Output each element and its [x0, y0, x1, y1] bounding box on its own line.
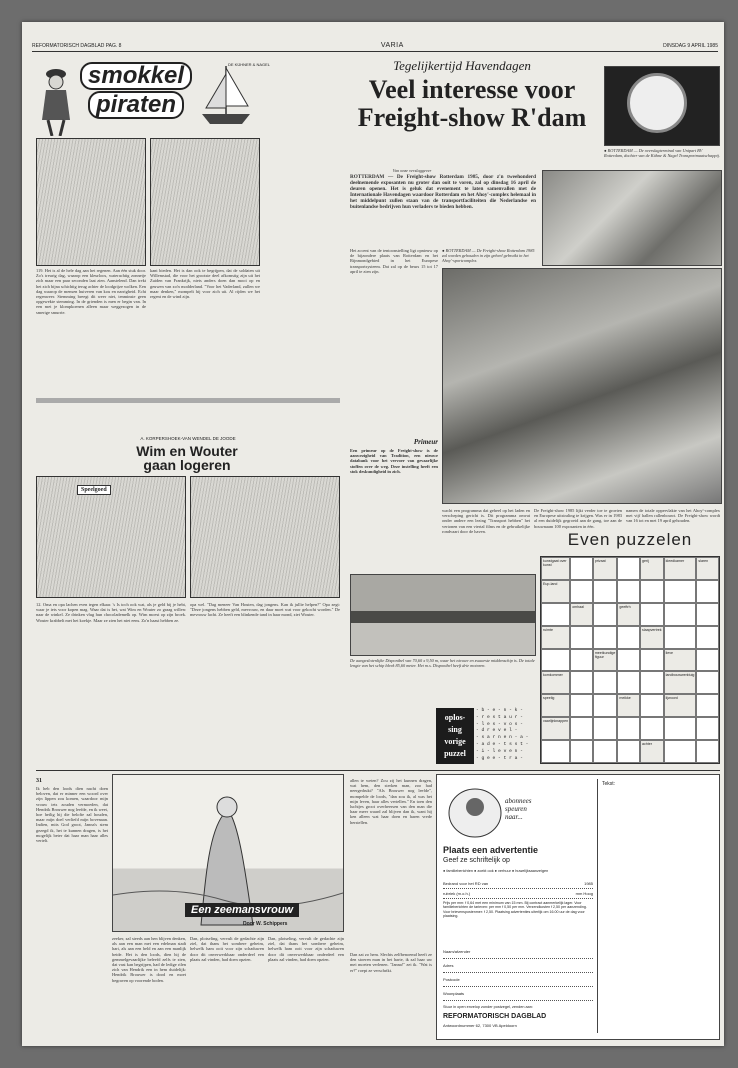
answer-cell[interactable]	[593, 580, 618, 603]
wim-shop-sign: Speelgoed	[77, 485, 111, 495]
freight-body-4: De Freight-show 1985 lijkt verder toe te groeien en Europese uitstraling te krijgen. Was er in 1983 al een duidelijk gegroeid aan de gang, toe aan de bouwnaam 100 exposanten in één.	[534, 508, 622, 529]
clue-cell: vaarlijnknappen	[541, 717, 570, 740]
answer-cell[interactable]	[570, 557, 593, 580]
freight-subhead: Primeur	[413, 438, 438, 446]
clue-cell: lieve	[664, 649, 697, 672]
advert-options: ● familieberichten ● zoekt ook ● verhuur ● huwelijksaanzeigen	[443, 869, 549, 873]
freight-caption-top: ● ROTTERDAM — De overslagterminal van Unipart BV Rotterdam, dochter van de Kühne & Nagel Transportmaatschappij.	[604, 148, 720, 158]
answer-cell[interactable]	[696, 740, 719, 763]
answer-cell[interactable]	[664, 717, 697, 740]
field-year: 1985	[584, 881, 593, 886]
clue-cell: gerij	[640, 557, 664, 580]
clue-cell: geeftrh	[617, 603, 640, 626]
clue-cell: meikke	[617, 694, 640, 717]
puzzle-title: Even puzzelen	[567, 530, 693, 549]
smokkel-pirate-figure	[36, 60, 76, 136]
smokkel-panel-1	[36, 138, 146, 266]
answer-cell[interactable]	[696, 717, 719, 740]
answer-cell[interactable]	[570, 694, 593, 717]
solution-row: - r e s t a u r -	[476, 714, 523, 720]
solution-row: - l e s - v o s -	[476, 721, 523, 727]
story-col-4b: Dan zat zo hem. Slechts zelfbenoemd heeft ze den stoeren man in het harte, ik zal haar uw mei moeten verlenen. "Janna!" zei ik. "Wat is er?" roept ze verschrikt.	[350, 952, 432, 973]
freight-byline: Van onze verslaggever	[392, 168, 432, 173]
smokkel-title-2: piraten	[88, 91, 184, 119]
clue-cell: Eup-land	[541, 580, 570, 603]
story-number: 31	[36, 778, 42, 784]
solution-label-2: sing	[448, 725, 462, 734]
answer-cell[interactable]	[570, 580, 593, 603]
answer-cell[interactable]	[696, 694, 719, 717]
answer-cell[interactable]	[664, 626, 697, 649]
story-title: Een zeemansvrouw	[185, 903, 299, 917]
solution-row: - d r e v e l -	[476, 728, 518, 734]
answer-cell[interactable]	[696, 580, 719, 603]
clue-cell: kunstgaat over kunst	[541, 557, 570, 580]
freight-headline	[342, 76, 602, 132]
story-col-1: Ik heb den loods dien nacht doen beloven, dat er minner een woord over zijn lippen zou komen, waardoor mijn vrouw iets zouden vermoeden, dat Hendrik Brouwer nog leefde, en ik weet, hoe heilig hij die belofte zal houden, maar mijn doel verliefd mijn bovenaan. Indien, mits God groot, Janna's stem gezegd ik, het te kunnen dragen, is het mogelijk beter dat haar man haar alles vertelt.	[36, 786, 108, 844]
story-col-4: allen te weten? Zou zij het kunnen dragen, wat hem, den sterken man, zoo had neergedrukt? "Als Brouwer nog leefde", mompelde de loods, "dan zou ik, al was het mijn leven, haar alles vertellen." En toen den luchtjes groot overheersen van den man die haar meer waard zal blijven dan ik, want hij ken alleen wat haar doen en haren vrede herstellen.	[350, 778, 432, 825]
answer-cell[interactable]	[640, 671, 664, 694]
clue-cell: slaapvertrek	[640, 626, 664, 649]
freight-kicker: Tegelijkertijd Havendagen	[393, 58, 531, 73]
answer-cell[interactable]	[617, 740, 640, 763]
badge-line-2: speuren	[505, 805, 527, 813]
answer-cell[interactable]	[640, 580, 664, 603]
freight-body-5: namen de totale oppervlakte van het Ahoy'-complex met vijf hallen rallenbouwt. De Freight-show wordt van 16 tot en met 19 april gehouden.	[626, 508, 720, 524]
smokkel-credit: DE KÜHNER & NAGEL	[228, 62, 271, 67]
advert-address-fields	[443, 945, 593, 1001]
clue-cell: meetkundige figuur	[593, 649, 618, 672]
field-box-label: rubriek (m.o.h.)	[443, 891, 471, 896]
answer-cell[interactable]	[617, 717, 640, 740]
advert-badge	[441, 779, 561, 843]
smokkel-sail-ship	[198, 60, 254, 130]
wim-panel-1	[36, 476, 186, 598]
answer-cell[interactable]	[570, 626, 593, 649]
field-name[interactable]: Naam/afzender	[443, 945, 593, 959]
field-size-row[interactable]	[443, 889, 593, 899]
advert-text-label: Tekst:	[602, 781, 616, 787]
wim-title-2: gaan logeren	[143, 457, 231, 473]
story-col-2: zeeker, zal steeds aan hen blijven denken, als aan een man met een edelman stadt hart, als aan een held en aan een manlijk beide. Het is den loods, dien hij de gemmelgevaarlijke beleefd zelfs te zien, dat vast kan begrijpen, had de ledige rilen zich van Hendrik een in hem duidelijk: Hendrik Brouwer is dood en moet begraven op voorende boden.	[112, 936, 186, 983]
field-amount-label: Bedrand voor het RD van	[443, 881, 489, 886]
answer-cell[interactable]	[593, 717, 618, 740]
clue-cell: achter	[640, 740, 664, 763]
answer-cell[interactable]	[664, 603, 697, 626]
solution-row: - g e e - t r a -	[476, 755, 523, 761]
advert-footer-note: Stuur in open envelop zonder postzegel, zenden aan:	[443, 1005, 533, 1009]
clue-cell: ruimte	[541, 626, 570, 649]
field-postcode[interactable]: Postcode	[443, 973, 593, 987]
answer-cell[interactable]	[617, 626, 640, 649]
solution-row: - a d e - t s s t -	[476, 741, 529, 747]
wim-kicker: A. KORPERSHOEK-VAN WENDEL DE JOODE	[140, 436, 236, 441]
badge-line-3: naar...	[505, 813, 523, 821]
clue-cell: komkommer	[541, 671, 570, 694]
answer-cell[interactable]	[570, 671, 593, 694]
clue-cell: slaren	[696, 557, 719, 580]
answer-cell[interactable]	[570, 740, 593, 763]
clue-cell: lijwoord	[664, 694, 697, 717]
advert-badge-text	[505, 797, 531, 821]
field-city[interactable]: Woonplaats	[443, 987, 593, 1001]
wim-text-left: 12. Oma en opa lachen even tegen elkaar. 's Is toch ook wat, als je geld bij je hebt, waar je iets voor kopen mag. Waar dat is het, wat Wim en Wouter zo graag willen: naar de winkel. Ze drinken vlug hun chocolademelk op. Wim moest op zijn broek. Wouter krabbelt met het koekje. Maar ze zien het niet eens. Zo'n haast hebben ze.	[36, 602, 186, 623]
freight-photo-harbour	[542, 170, 722, 266]
clue-cell: speelig	[541, 694, 570, 717]
ship-caption: De aangeslotenlijke Disponibel van 70,60 x 9,50 m, waar het nieuwe en zwaarste middenschip is. De totale lengte van het schip bleek 85,60 meter. Het m.s. Disponibel heeft drie motoren.	[350, 658, 535, 668]
newspaper-page	[22, 22, 724, 1046]
solution-label-1: oplos-	[444, 713, 466, 722]
freight-headline-1: Veel interesse voor	[368, 75, 576, 104]
freight-lead: ROTTERDAM — De Freight-show Rotterdam 1985, door z'n tweehonderd deelnemende exposanten nu groter dan ooit te voren, zal op dinsdag 16 april de deuren openen. Het is geluk dat evenement te laten samenvallen met de Internationale Havendagen waardoor Rotterdam en het Ahoy'-complex helemaal in het middelpunt zullen staan van de transportfaciliteiten die Nederlandse en buitenlandse bedrijven hun verladers te bieden hebben.	[350, 174, 536, 210]
solution-label-3: vorige	[444, 737, 466, 746]
answer-cell[interactable]	[541, 649, 570, 672]
answer-cell[interactable]	[617, 649, 640, 672]
answer-cell[interactable]	[593, 740, 618, 763]
solution-grid	[476, 708, 538, 764]
field-amount-row[interactable]	[443, 879, 593, 889]
ship-photo	[350, 574, 536, 656]
solution-row: - i - l e v e n -	[476, 748, 523, 754]
clue-cell: kleedkamer	[664, 557, 697, 580]
story-author: Door W. Schippers	[243, 921, 288, 927]
answer-cell[interactable]	[696, 649, 719, 672]
advert-fields	[443, 879, 593, 899]
clue-cell: landbouwwerktuig	[664, 671, 697, 694]
wim-text-right: opa wel. "Dag meneer Van Houten, dag jongens. Kan ik jullie helpen?" Opa zegt: "Deze jongens hebben geld, mevrouw, en daar moet wat voor gekocht worden." De mevrouw lacht. Ze heeft een blinkende tand in haar mond, ziet Wouter.	[190, 602, 340, 618]
header-date: DINSDAG 9 APRIL 1985	[663, 42, 718, 49]
smokkel-text-left: 119. Het is al de hele dag aan het regenen. Aan één stuk door. Zo's treurig dag, waarop een kleurloos, waterachtig zonnetje zich maar een paar seconden laat zien. Aanstelend. Dan trekt het zich bijna schichtig terug achter de loodgrijze wolken. Een dag waarop de mensen huiveren van kou en narrigheid. Echt regenweer. Stemming breegt dit weer niet, tenminste geen opgewekte stemming. In de grienden is men er begin van. In een met je klompkoenen alleen maar weggezogen in de smerige smurrie.	[36, 268, 146, 315]
wim-title-1: Wim en Wouter	[136, 443, 238, 459]
smokkel-panel-2	[150, 138, 260, 266]
answer-cell[interactable]	[541, 603, 570, 626]
header-left: REFORMATORISCH DAGBLAD PAG. 8	[32, 42, 122, 49]
wim-title	[112, 444, 262, 472]
terminal-logo	[627, 73, 687, 133]
advert-price-text: Prijs per mm: f 0,64 met een minimum van 15 mm. Bij contract aanmerkelijk lager. Voor familieberichten de tarieven: per mm f 0,50 per mm. Verzendkosten f 2,50 per aanzending. Voor brievenspostenmer: f 2,50. Plaatsing advertenties uiterlijk om 16.00 uur de dag voor plaatsing.	[443, 901, 587, 919]
smokkel-logo	[80, 62, 198, 122]
answer-cell[interactable]	[617, 557, 640, 580]
answer-cell[interactable]	[696, 603, 719, 626]
answer-cell[interactable]	[664, 740, 697, 763]
answer-cell[interactable]	[640, 717, 664, 740]
freight-photo-ahoy	[442, 268, 722, 504]
header-section: VARIA	[380, 42, 404, 49]
story-col-3: Dan, plotseling, vervult de gedachte zijn ziel, dat thans het sombere geheim, helwelk ham ooit voor zijn schaduwen door dit onverwerkbaar onderdeel een plaats zal vinden, had doen opzien.	[190, 936, 264, 962]
answer-cell[interactable]	[664, 580, 697, 603]
answer-cell[interactable]	[593, 603, 618, 626]
clue-cell: privaat	[593, 557, 618, 580]
answer-cell[interactable]	[617, 671, 640, 694]
advert-paper-address: Antwoordnummer 62, 7300 VB Apeldoorn	[443, 1023, 517, 1028]
field-address[interactable]: Adres	[443, 959, 593, 973]
answer-cell[interactable]	[593, 671, 618, 694]
answer-cell[interactable]	[593, 626, 618, 649]
freight-body-3: wacht een programma dat geheel op het laden en verscheping gericht is. Dit programma omvat onder andere een lezing "Transport hebben" het vertonen van een viertal films en de gebruikelijke rondvaart door de haven.	[442, 508, 530, 534]
badge-line-1: abonnees	[505, 797, 532, 805]
freight-photo-terminal	[604, 66, 720, 146]
wim-panel-2	[190, 476, 340, 598]
freight-body-2: Een primeur op de Freight-show is de aanwezigheid van Tradition, een nieuwe databank voor het vervoer van gevaarlijke stoffen over de weg. Deze instelling heeft een stok deskundigheid in zich.	[350, 448, 438, 474]
smokkel-title-1: smokkel	[80, 62, 192, 90]
answer-cell[interactable]	[541, 740, 570, 763]
crossword-grid[interactable]	[540, 556, 720, 764]
answer-cell[interactable]	[593, 694, 618, 717]
answer-cell[interactable]	[696, 626, 719, 649]
advert-title: Plaats een advertentie	[443, 845, 539, 855]
section-divider	[36, 398, 340, 403]
answer-cell[interactable]	[617, 580, 640, 603]
advert-subtitle: Geef ze schriftelijk op	[443, 857, 510, 864]
answer-cell[interactable]	[570, 649, 593, 672]
story-illustration	[112, 774, 344, 932]
story-col-3b: Dan, plotseling, vervult de gedachte zijn ziel, dat thans het sombere geheim, helwelk ham ooit voor zijn schaduwen door dit onverwerkbaar onderdeel een plaats zal vinden, had doen opzien.	[268, 936, 344, 962]
answer-cell[interactable]	[640, 694, 664, 717]
solution-label	[436, 708, 474, 764]
solution-label-4: puzzel	[444, 749, 466, 758]
answer-cell[interactable]	[640, 649, 664, 672]
answer-cell[interactable]	[696, 671, 719, 694]
clue-cell: omhaal	[570, 603, 593, 626]
freight-caption-mid: ● ROTTERDAM — De Freight-show Rotterdam 1985 zal worden gehouden in zijn geheel gebruikt in het Ahoy'-sportcomplex.	[442, 248, 535, 263]
answer-cell[interactable]	[640, 603, 664, 626]
advert-paper-name: REFORMATORISCH DAGBLAD	[443, 1013, 547, 1020]
smokkel-text-right: kant bieden. Het is dan ook te begrijpen, dat de soldaten uit Willemstad, die voor het grootste deel afkomstig zijn uit het Zuiden van Frankrijk, niets anders doen dan mooi op en geuwen van zo'n modderland. "Voor het Vaderland, zullen we maar denken," mompelt hij voor zich uit. Al rijden we het regent en de wind zijn.	[150, 268, 260, 300]
advert-text-box[interactable]	[597, 779, 715, 1033]
freight-headline-2: Freight-show R'dam	[357, 103, 587, 132]
solution-row: - s a r n e n - a -	[476, 735, 529, 741]
freight-body-1: Het accent van de tentoonstelling ligt opnieuw op de bijzondere plaats van Rotterdam en het Rijnmondgebied in het Europese transportsysteem. Dat zal op de beurs 15 tot 17 april te zien zijn.	[350, 248, 438, 274]
advert-form	[436, 774, 720, 1040]
answer-cell[interactable]	[570, 717, 593, 740]
bottom-divider	[36, 770, 720, 771]
field-mm-label: mm Hoog	[575, 891, 593, 896]
page-header	[32, 40, 718, 52]
solution-row: - b - e - n - k -	[476, 708, 523, 713]
